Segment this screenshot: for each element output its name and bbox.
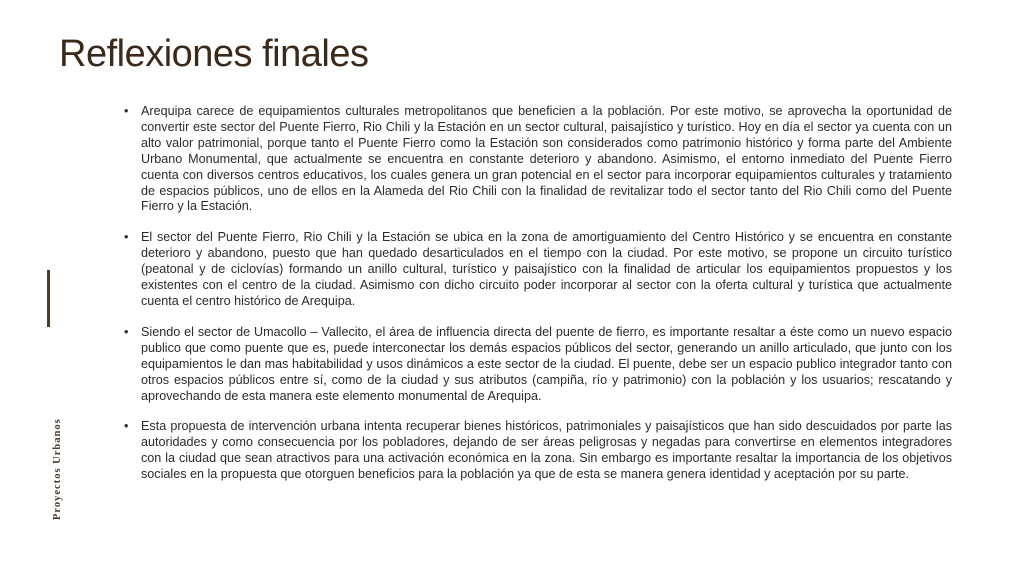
bullet-item (124, 104, 952, 215)
bullet-dot-icon: • (124, 230, 129, 245)
bullet-item (124, 230, 952, 310)
bullet-text: Esta propuesta de intervención urbana intenta recuperar bienes históricos, patrimoniales y paisajísticos que han sido descuidados por parte las autoridades y como consecuencia por los pobladores, dejando de ser áreas peligrosas y negadas para convertirse en elementos integradores con la ciudad que sean atractivos para una activación económica en la zona. Sin embargo es importante resaltar la importancia de los objetivos sociales en la propuesta que otorguen beneficios para la población ya que de esta se manera genera identidad y aceptación por su parte. (141, 419, 952, 482)
slide-title: Reflexiones finales (59, 33, 369, 75)
bullet-dot-icon: • (124, 419, 129, 434)
bullet-dot-icon: • (124, 104, 129, 118)
bullet-text: Siendo el sector de Umacollo – Vallecito, el área de influencia directa del puente de fierro, es importante resaltar a éste como un nuevo espacio publico que como puente que es, puede interconectar los demás espacios públicos del sector, generando un anillo articulado, que junto con los equipamientos le dan mas habitabilidad y usos dinámicos a este sector de la ciudad. El puente, debe ser un espacio publico integrador tanto con otros espacios públicos entre sí, como de la ciudad y sus atributos (campiña, río y patrimonio) con la población y los usuarios; rescatando y aprovechando de esta manera este elemento monumental de Arequipa. (141, 324, 952, 403)
bullet-text: El sector del Puente Fierro, Rio Chili y la Estación se ubica en la zona de amortiguamiento del Centro Histórico y se encuentra en constante deterioro y abandono, puesto que han quedado desarticulados en el tiempo con la ciudad. Por este motivo, se propone un circuito turístico (peatonal y de ciclovías) formando un anillo cultural, turístico y paisajístico con la finalidad de articular los equipamientos propuestos y los existentes con el centro de la ciudad. Asimismo con dicho circuito poder incorporar al sector con la oferta cultural y turística que actualmente cuenta el centro histórico de Arequipa. (141, 230, 952, 308)
side-label: Proyectos Urbanos (52, 418, 63, 520)
vertical-accent-rule (47, 270, 50, 327)
bullet-dot-icon: • (124, 324, 129, 339)
bullet-list (124, 104, 952, 498)
bullet-item (124, 419, 952, 483)
bullet-text: Arequipa carece de equipamientos culturales metropolitanos que beneficien a la población. Por este motivo, se aprovecha la oportunidad de convertir este sector del Puente Fierro, Rio Chili y la Estación en un sector cultural, paisajístico y turístico. Hoy en día el sector ya cuenta con un alto valor patrimonial, porque tanto el Puente Fierro como la Estación son considerados como patrimonio histórico y forma parte del Ambiente Urbano Monumental, que actualmente se encuentra en constante deterioro y abandono. Asimismo, el entorno inmediato del Puente Fierro cuenta con diversos centros educativos, los cuales genera un gran potencial en el sector para incorporar equipamientos culturales y tratamiento de espacios públicos, uno de ellos en la Alameda del Rio Chili con la finalidad de revitalizar todo el sector tanto del Rio Chili como del Puente Fierro y la Estación. (141, 104, 952, 214)
bullet-item (124, 325, 952, 405)
